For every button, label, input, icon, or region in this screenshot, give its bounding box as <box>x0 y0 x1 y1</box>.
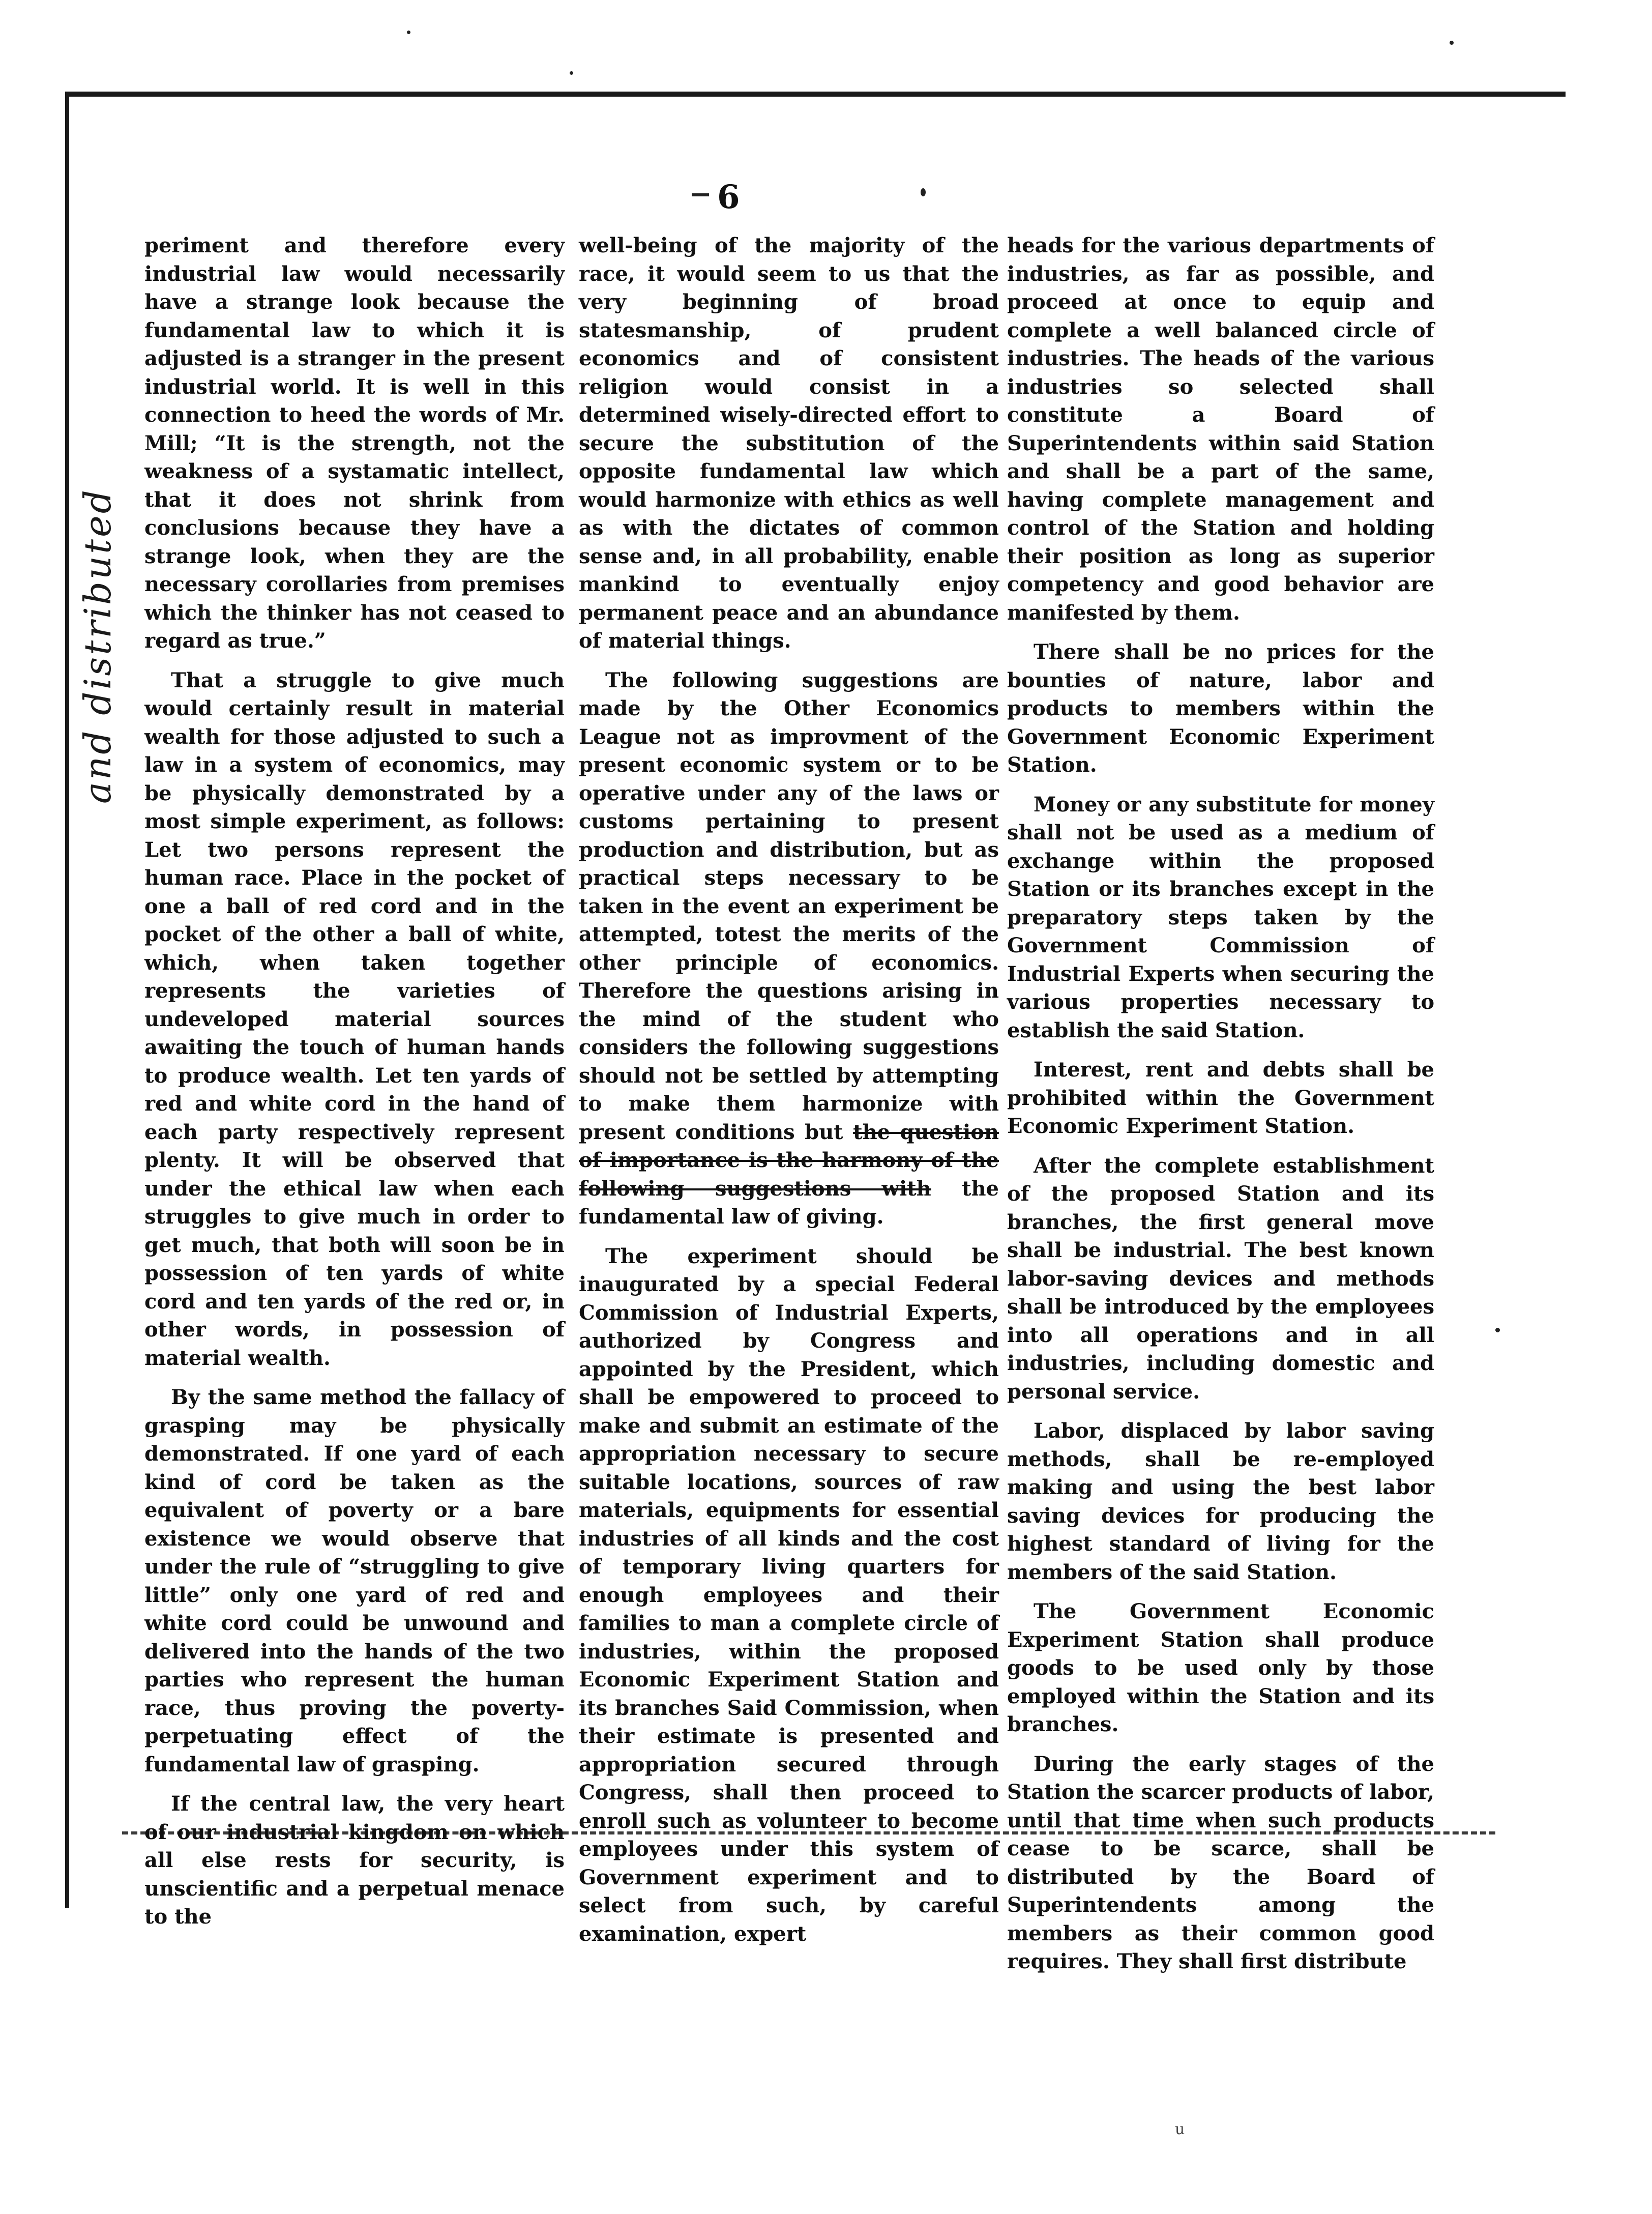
paragraph-with-strikethrough <box>579 666 999 1231</box>
scan-speck <box>921 188 926 196</box>
paragraph: Labor, displaced by labor saving methods, shall be re-employed making and using the best labor saving devices for producing the highest standard of living for the members of the said Station. <box>1007 1419 1434 1584</box>
page-frame-left <box>65 92 69 1908</box>
scan-speck <box>1450 41 1454 45</box>
paragraph: well-being of the majority of the race, it would seem to us that the very beginning of broad statesmanship, of prudent economics and of consistent religion would consist in a determined wisely-directed effort to secure the substitution of the opposite fundamental law which would harmonize with ethics as well as with the dictates of common sense and, in all probability, enable mankind to eventually enjoy permanent peace and an abundance of material things. <box>579 234 999 653</box>
text-column-1 <box>144 231 565 1942</box>
scan-speck <box>570 71 573 75</box>
text-column-2 <box>579 231 999 1959</box>
paragraph: The Government Economic Experiment Station shall produce goods to be used only by those employed within the Station and its branches. <box>1007 1599 1434 1736</box>
scan-speck <box>407 31 410 34</box>
bottom-mark: u <box>1175 2120 1185 2138</box>
paragraph: By the same method the fallacy of grasping may be physically demonstrated. If one yard of each kind of cord be taken as the equivalent of poverty or a bare existence we would observe that under the rule of “struggling to give little” only one yard of red and white cord could be unwound and delivered into the hands of the two parties who represent the human race, thus proving the poverty-perpetuating effect of the fundamental law of grasping. <box>144 1385 565 1776</box>
paragraph: heads for the various departments of industries, as far as possible, and proceed at once to equip and complete a well balanced circle of industries. The heads of the various industries so selected shall constitute a Board of Superintendents within said Station and shall be a part of the same, having complete management and control of the Station and holding their position as long as superior competency and good behavior are manifested by them. <box>1007 234 1434 625</box>
scan-speck <box>1495 1328 1500 1332</box>
text-column-3 <box>1007 231 1434 1987</box>
handwritten-margin-note: and distributed <box>76 488 119 804</box>
paragraph: periment and therefore every industrial law would necessarily have a strange look because the fundamental law to which it is adjusted is a stranger in the present industrial world. It is well in this connection to heed the words of Mr. Mill; “It is the strength, not the weakness of a systamatic intellect, that it does not shrink from conclusions because they have a strange look, when they are the necessary corollaries from premises which the thinker has not ceased to regard as true.” <box>144 234 565 653</box>
paragraph: If the central law, the very heart of our industrial kingdom on which all else rests for security, is unscientific and a perpetual menace to the <box>144 1792 565 1929</box>
paragraph-text-continued: the fundamental law of giving. <box>579 1176 999 1229</box>
paragraph: During the early stages of the Station the scarcer products of labor, until that time when such products cease to be scarce, shall be distributed by the Board of Superintendents among the members as their common good requires. They shall first distribute <box>1007 1752 1434 1973</box>
page-frame-top <box>65 92 1566 97</box>
page-number-dash <box>692 193 709 196</box>
struck-text: the question of importance is the harmony of the following suggestions with <box>579 1120 999 1201</box>
paragraph: That a struggle to give much would certainly result in material wealth for those adjusted to such a law in a system of economics, may be physically demonstrated by a most simple experiment, as follows: Let two persons represent the human race. Place in the pocket of one a ball of red cord and in the pocket of the other a ball of white, which, when taken together represents the varieties of undeveloped material sources awaiting the touch of human hands to produce wealth. Let ten yards of red and white cord in the hand of each party respectively represent plenty. It will be observed that under the ethical law when each struggles to give much in order to get much, that both will soon be in possession of ten yards of white cord and ten yards of the red or, in other words, in possession of material wealth. <box>144 668 565 1370</box>
paragraph: Money or any substitute for money shall not be used as a medium of exchange within the proposed Station or its branches except in the preparatory steps taken by the Government Commission of Industrial Experts when securing the various properties necessary to establish the said Station. <box>1007 792 1434 1042</box>
paragraph: There shall be no prices for the bounties of nature, labor and products to members within the Government Economic Experiment Station. <box>1007 640 1434 777</box>
paragraph: The experiment should be inaugurated by a special Federal Commission of Industrial Experts, authorized by Congress and appointed by the President, which shall be empowered to proceed to make and submit an estimate of the appropriation necessary to secure suitable locations, sources of raw materials, equipments for essential industries of all kinds and the cost of temporary living quarters for enough employees and their families to man a complete circle of industries, within the proposed Economic Experiment Station and its branches Said Commission, when their estimate is presented and appropriation secured through Congress, shall then proceed to enroll such as volunteer to become employees under this system of Government experiment and to select from such, by careful examination, expert <box>579 1244 999 1946</box>
paragraph: Interest, rent and debts shall be prohibited within the Government Economic Experiment Station. <box>1007 1058 1434 1138</box>
paragraph-text: The following suggestions are made by the Other Economics League not as improvment of the present economic system or to be operative under any of the laws or customs pertaining to present production and distribution, but as practical steps necessary to be taken in the event an experiment be attempted, totest the merits of the other principle of economics. Therefore the questions arising in the mind of the student who considers the following suggestions should not be settled by attempting to make them harmonize with present conditions but <box>579 668 999 1144</box>
paragraph: After the complete establishment of the proposed Station and its branches, the first general move shall be industrial. The best known labor-saving devices and methods shall be introduced by the employees into all operations and in all industries, including domestic and personal service. <box>1007 1153 1434 1404</box>
page-number: 6 <box>717 178 741 216</box>
